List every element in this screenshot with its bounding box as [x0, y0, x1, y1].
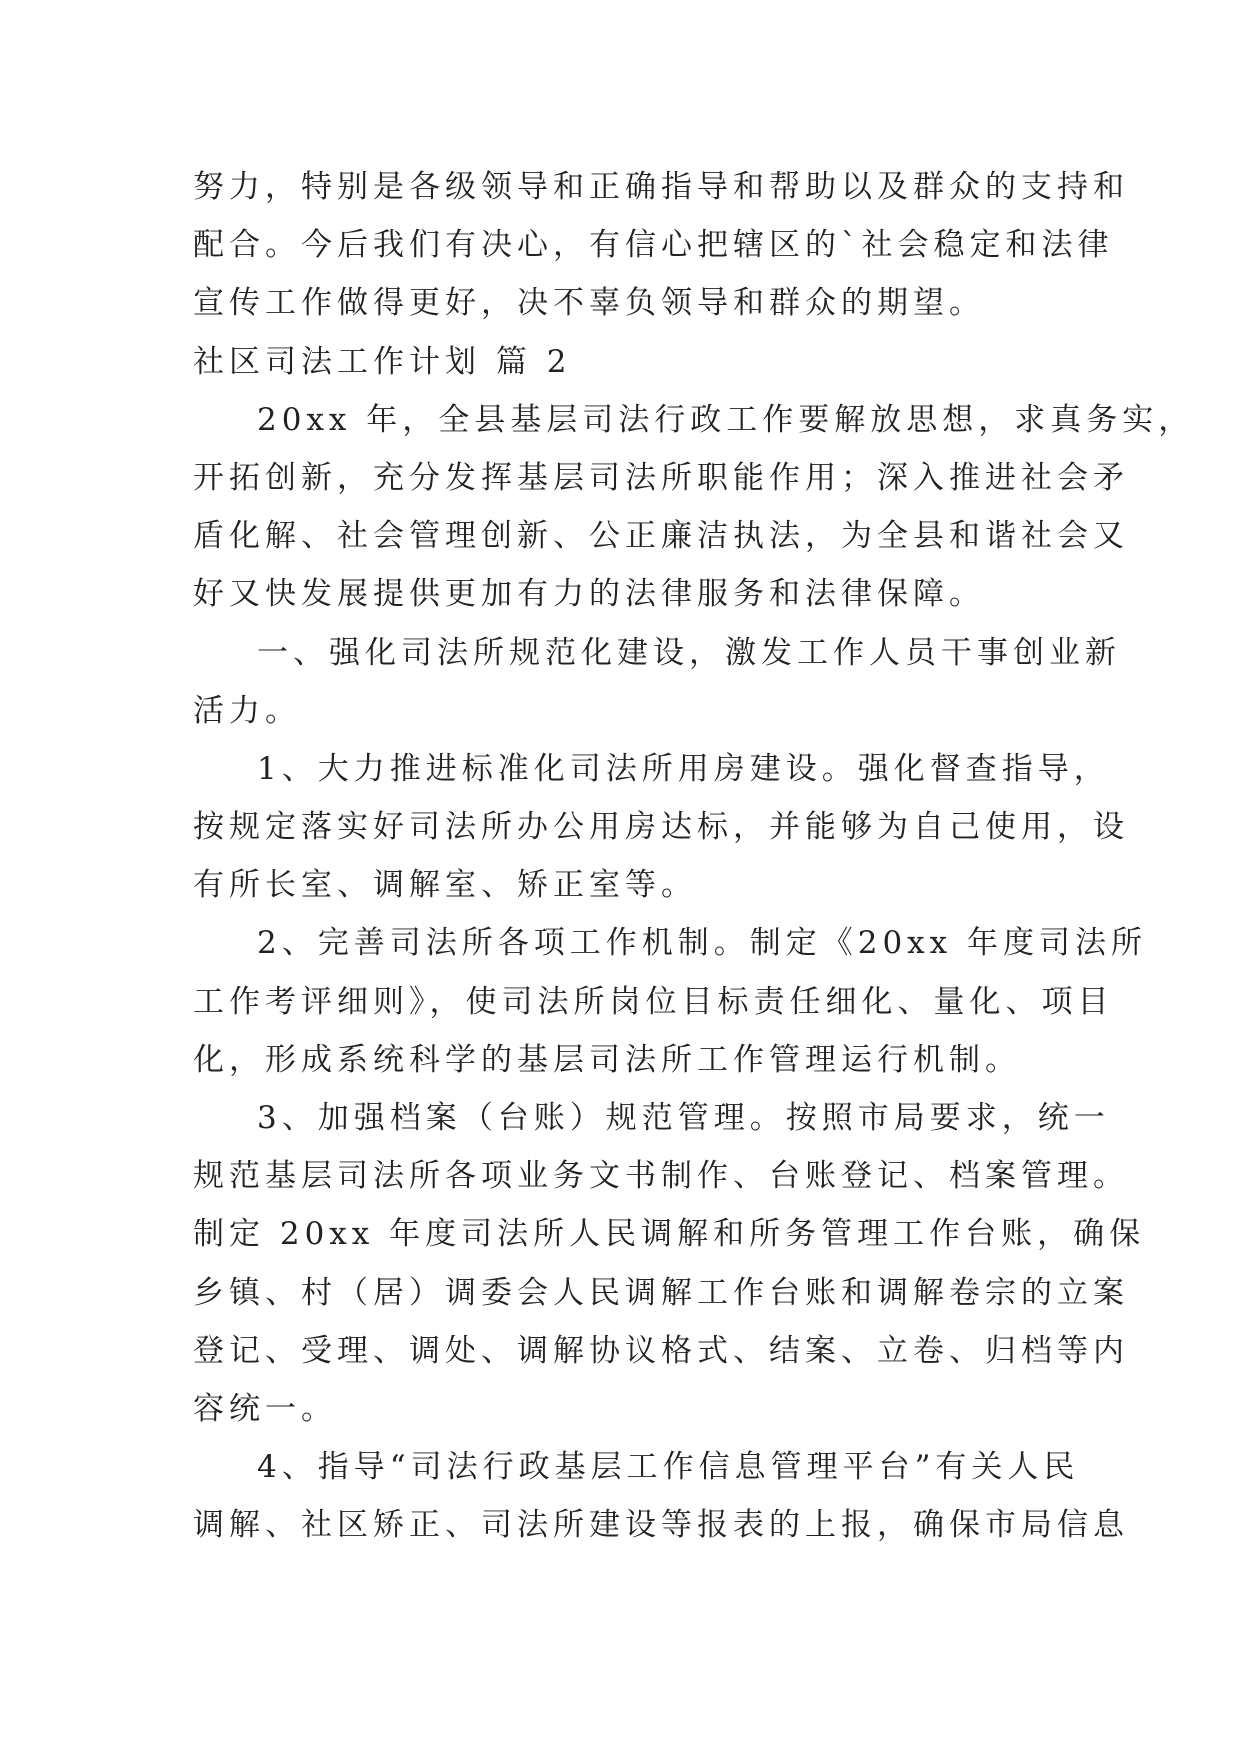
- text-line: 有所长室、调解室、矫正室等。: [193, 867, 697, 904]
- text-line: 好又快发展提供更加有力的法律服务和法律保障。: [193, 576, 985, 613]
- text-line: 宣传工作做得更好，决不辜负领导和群众的期望。: [193, 285, 985, 322]
- text-line: 4、指导“司法行政基层工作信息管理平台”有关人民: [257, 1449, 1080, 1486]
- text-line: 按规定落实好司法所办公用房达标，并能够为自己使用，设: [193, 809, 1129, 846]
- text-line: 乡镇、村（居）调委会人民调解工作台账和调解卷宗的立案: [193, 1274, 1129, 1311]
- text-line: 工作考评细则》，使司法所岗位目标责任细化、量化、项目: [193, 983, 1114, 1020]
- text-line: 20xx 年，全县基层司法行政工作要解放思想，求真务实，: [257, 401, 1195, 438]
- text-line: 容统一。: [193, 1390, 337, 1427]
- text-line: 一、强化司法所规范化建设，激发工作人员干事创业新: [257, 634, 1121, 671]
- section-heading: 社区司法工作计划 篇 2: [193, 343, 572, 380]
- text-line: 制定 20xx 年度司法所人民调解和所务管理工作台账，确保: [193, 1216, 1146, 1253]
- text-line: 规范基层司法所各项业务文书制作、台账登记、档案管理。: [193, 1158, 1129, 1195]
- text-line: 登记、受理、调处、调解协议格式、结案、立卷、归档等内: [193, 1332, 1129, 1369]
- text-line: 化，形成系统科学的基层司法所工作管理运行机制。: [193, 1041, 1021, 1078]
- text-line: 调解、社区矫正、司法所建设等报表的上报，确保市局信息: [193, 1507, 1129, 1544]
- document-body: [193, 158, 1195, 1555]
- text-line: 活力。: [193, 692, 301, 729]
- text-line: 盾化解、社会管理创新、公正廉洁执法，为全县和谐社会又: [193, 518, 1129, 555]
- text-line: 2、完善司法所各项工作机制。制定《20xx 年度司法所: [257, 925, 1147, 962]
- text-line: 3、加强档案（台账）规范管理。按照市局要求，统一: [257, 1100, 1110, 1136]
- text-line: 1、大力推进标准化司法所用房建设。强化督查指导，: [257, 750, 1110, 787]
- text-line: 努力，特别是各级领导和正确指导和帮助以及群众的支持和: [193, 169, 1129, 205]
- text-line: 配合。今后我们有决心，有信心把辖区的`社会稳定和法律: [193, 227, 1114, 264]
- text-line: 开拓创新，充分发挥基层司法所职能作用；深入推进社会矛: [193, 459, 1129, 496]
